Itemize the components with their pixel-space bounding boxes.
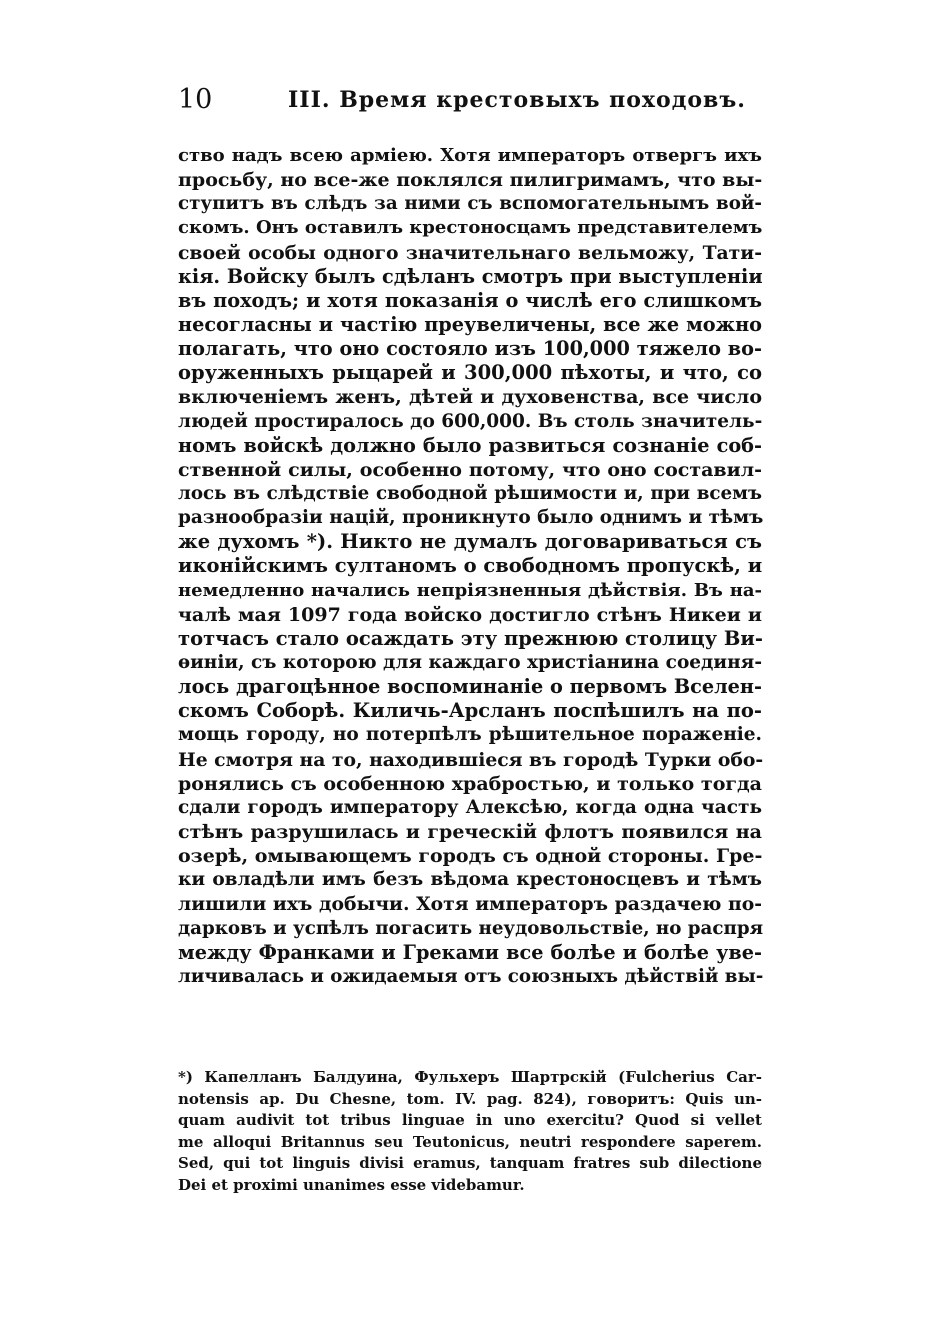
- text-line: лось въ слѣдствіе свободной рѣшимости и, при всемъ: [178, 482, 762, 504]
- footnote-line: quam audivit tot tribus linguae in uno exercitu? Quod si vellet: [178, 1111, 762, 1130]
- text-line: ступитъ въ слѣдъ за ними съ вспомогательнымъ вой-: [178, 193, 762, 215]
- footnote-line: me alloqui Britannus seu Teutonicus, neutri respondere saperem.: [178, 1132, 762, 1151]
- text-line: номъ войскѣ должно было развиться сознаніе соб-: [178, 433, 762, 457]
- text-line: разнообразіи націй, проникнуто было однимъ и тѣмъ: [178, 507, 764, 529]
- text-line: ронялись съ особенною храбростью, и только тогда: [178, 772, 762, 795]
- page-header: [178, 82, 758, 118]
- main-text: [178, 144, 762, 989]
- text-line: немедленно начались непріязненныя дѣйствія. Въ на-: [178, 579, 762, 601]
- footnote-line: *) Капелланъ Балдуина, Фульхеръ Шартрскій (Fulcherius Car-: [178, 1068, 762, 1086]
- page-number: 10: [178, 84, 213, 115]
- text-line: включеніемъ женъ, дѣтей и духовенства, все число: [178, 386, 762, 409]
- footnote-line: Dei et proximi unanimes esse videbamur.: [178, 1175, 525, 1194]
- text-line: же духомъ *). Никто не думалъ договариваться съ: [178, 530, 762, 554]
- text-line: лось драгоцѣнное воспоминаніе о первомъ Вселен-: [178, 675, 762, 699]
- text-line: Не смотря на то, находившіеся въ городѣ Турки обо-: [178, 748, 764, 771]
- text-line: между Франками и Греками все болѣе и болѣе уве-: [178, 940, 762, 964]
- text-line: дарковъ и успѣлъ погасить неудовольствіе, но распря: [178, 917, 764, 939]
- text-line: несогласны и частію преувеличены, все же можно: [178, 312, 762, 336]
- text-line: мощь городу, но потерпѣлъ рѣшительное пораженіе.: [178, 724, 762, 746]
- footnote-line: notensis ap. Du Chesne, tom. IV. pag. 824), говоритъ: Quis un-: [178, 1089, 762, 1108]
- text-line: ство надъ всею арміею. Хотя императоръ отвергъ ихъ: [178, 145, 762, 166]
- text-line: скомъ. Онъ оставилъ крестоносцамъ представителемъ: [178, 217, 763, 239]
- text-line: ки овладѣли имъ безъ вѣдома крестоносцевъ и тѣмъ: [178, 869, 762, 891]
- text-line: людей простиралось до 600,000. Въ столь значитель-: [178, 410, 763, 432]
- text-line: ственной силы, особенно потому, что оно составил-: [178, 458, 762, 481]
- footnote: [178, 1067, 762, 1197]
- text-line: кія. Войску былъ сдѣланъ смотръ при выступленіи: [178, 264, 763, 288]
- text-line: тотчасъ стало осаждать эту прежнюю столицу Ви-: [178, 626, 763, 650]
- text-line: личивалась и ожидаемыя отъ союзныхъ дѣйствій вы-: [178, 965, 764, 987]
- text-line: просьбу, но все-же поклялся пилигримамъ, что вы-: [178, 169, 763, 192]
- text-line: лишили ихъ добычи. Хотя императоръ раздачею по-: [178, 893, 762, 916]
- running-head: III. Время крестовыхъ походовъ.: [288, 87, 746, 113]
- text-line: сдали городъ императору Алексѣю, когда одна часть: [178, 796, 762, 818]
- text-line: ѳиніи, съ которою для каждаго христіанина соединя-: [178, 651, 762, 673]
- text-line: стѣнъ разрушилась и греческій флотъ появился на: [178, 820, 762, 843]
- text-line: иконійскимъ султаномъ о свободномъ пропускѣ, и: [178, 554, 763, 578]
- text-line: озерѣ, омывающемъ городъ съ одной стороны. Гре-: [178, 845, 763, 868]
- text-line: въ походъ; и хотя показанія о числѣ его слишкомъ: [178, 288, 762, 312]
- text-line: чалѣ мая 1097 года войско достигло стѣнъ Никеи и: [178, 603, 762, 626]
- text-line: скомъ Соборѣ. Киличь-Арсланъ поспѣшилъ на по-: [178, 699, 762, 723]
- text-line: своей особы одного значительнаго вельможу, Тати-: [178, 241, 762, 264]
- text-line: оруженныхъ рыцарей и 300,000 пѣхоты, и что, со: [178, 361, 762, 385]
- text-line: полагать, что оно состояло изъ 100,000 тяжело во-: [178, 337, 762, 361]
- footnote-line: Sed, qui tot linguis divisi eramus, tanquam fratres sub dilectione: [178, 1154, 762, 1173]
